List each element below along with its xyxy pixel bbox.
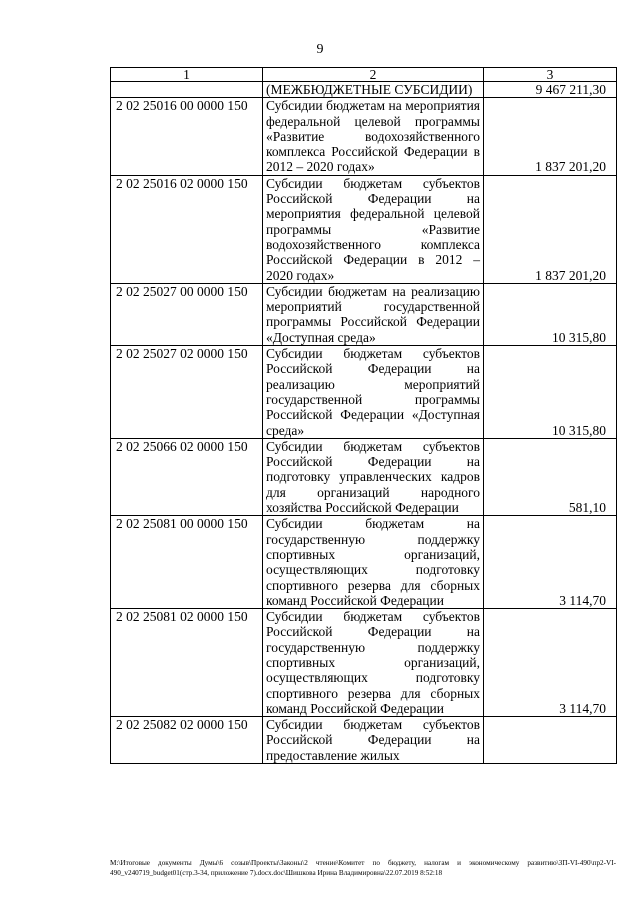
row-code: 2 02 25016 00 0000 150 [111,98,263,175]
row-amount: 3 114,70 [484,516,617,609]
row-amount: 1 837 201,20 [484,175,617,283]
row-amount: 1 837 201,20 [484,98,617,175]
table-row [111,516,617,609]
row-amount: 3 114,70 [484,609,617,717]
row-description: Субсидии бюджетам субъектов Российской Федерации на подготовку управленческих кадров для организаций народного хозяйства Российской Федерации [263,438,484,515]
row-code: 2 02 25066 02 0000 150 [111,438,263,515]
row-code: 2 02 25081 02 0000 150 [111,609,263,717]
table-row [111,283,617,345]
row-description: Субсидии бюджетам субъектов Российской Федерации на государственную поддержку спортивных организаций, осуществляющих подготовку спортивного резерва для сборных команд Российской Федерации [263,609,484,717]
table-row [111,98,617,175]
page-number: 9 [316,42,324,57]
column-header-1: 1 [111,68,263,82]
table-row [111,346,617,439]
row-amount [484,717,617,764]
row-amount: 9 467 211,30 [484,82,617,98]
table-row [111,82,617,98]
row-description: Субсидии бюджетам субъектов Российской Федерации на предоставление жилых [263,717,484,764]
row-code: 2 02 25016 02 0000 150 [111,175,263,283]
row-amount: 581,10 [484,438,617,515]
table-row [111,175,617,283]
table-row [111,438,617,515]
row-code: 2 02 25082 02 0000 150 [111,717,263,764]
row-description: Субсидии бюджетам субъектов Российской Федерации на реализацию мероприятий государственной программы Российской Федерации «Доступная среда» [263,346,484,439]
budget-table [110,67,617,764]
table-header-row [111,68,617,82]
row-code: 2 02 25027 02 0000 150 [111,346,263,439]
row-amount: 10 315,80 [484,346,617,439]
row-description: (МЕЖБЮДЖЕТНЫЕ СУБСИДИИ) [263,82,484,98]
column-header-2: 2 [263,68,484,82]
row-description: Субсидии бюджетам субъектов Российской Федерации на мероприятия федеральной целевой программы «Развитие водохозяйственного комплекса Российской Федерации в 2012 – 2020 годах» [263,175,484,283]
row-description: Субсидии бюджетам на реализацию мероприятий государственной программы Российской Федерации «Доступная среда» [263,283,484,345]
row-code: 2 02 25027 00 0000 150 [111,283,263,345]
row-description: Субсидии бюджетам на государственную поддержку спортивных организаций, осуществляющих подготовку спортивного резерва для сборных команд Российской Федерации [263,516,484,609]
row-code [111,82,263,98]
column-header-3: 3 [484,68,617,82]
file-path-footer: M:\Итоговые документы Думы\6 созыв\Проекты\Законы\2 чтение\Комитет по бюджету, налогам и экономическому развитию\ЗП-VI-490\пр2-VI-490_v240719_budget01(стр.3-34, приложение 7).docx.doc\Шишкова Ирина Владимировна\22.07.2019 8:52:18 [110,859,616,877]
table-row [111,717,617,764]
table-row [111,609,617,717]
row-amount: 10 315,80 [484,283,617,345]
row-code: 2 02 25081 00 0000 150 [111,516,263,609]
row-description: Субсидии бюджетам на мероприятия федеральной целевой программы «Развитие водохозяйственного комплекса Российской Федерации в 2012 – 2020 годах» [263,98,484,175]
